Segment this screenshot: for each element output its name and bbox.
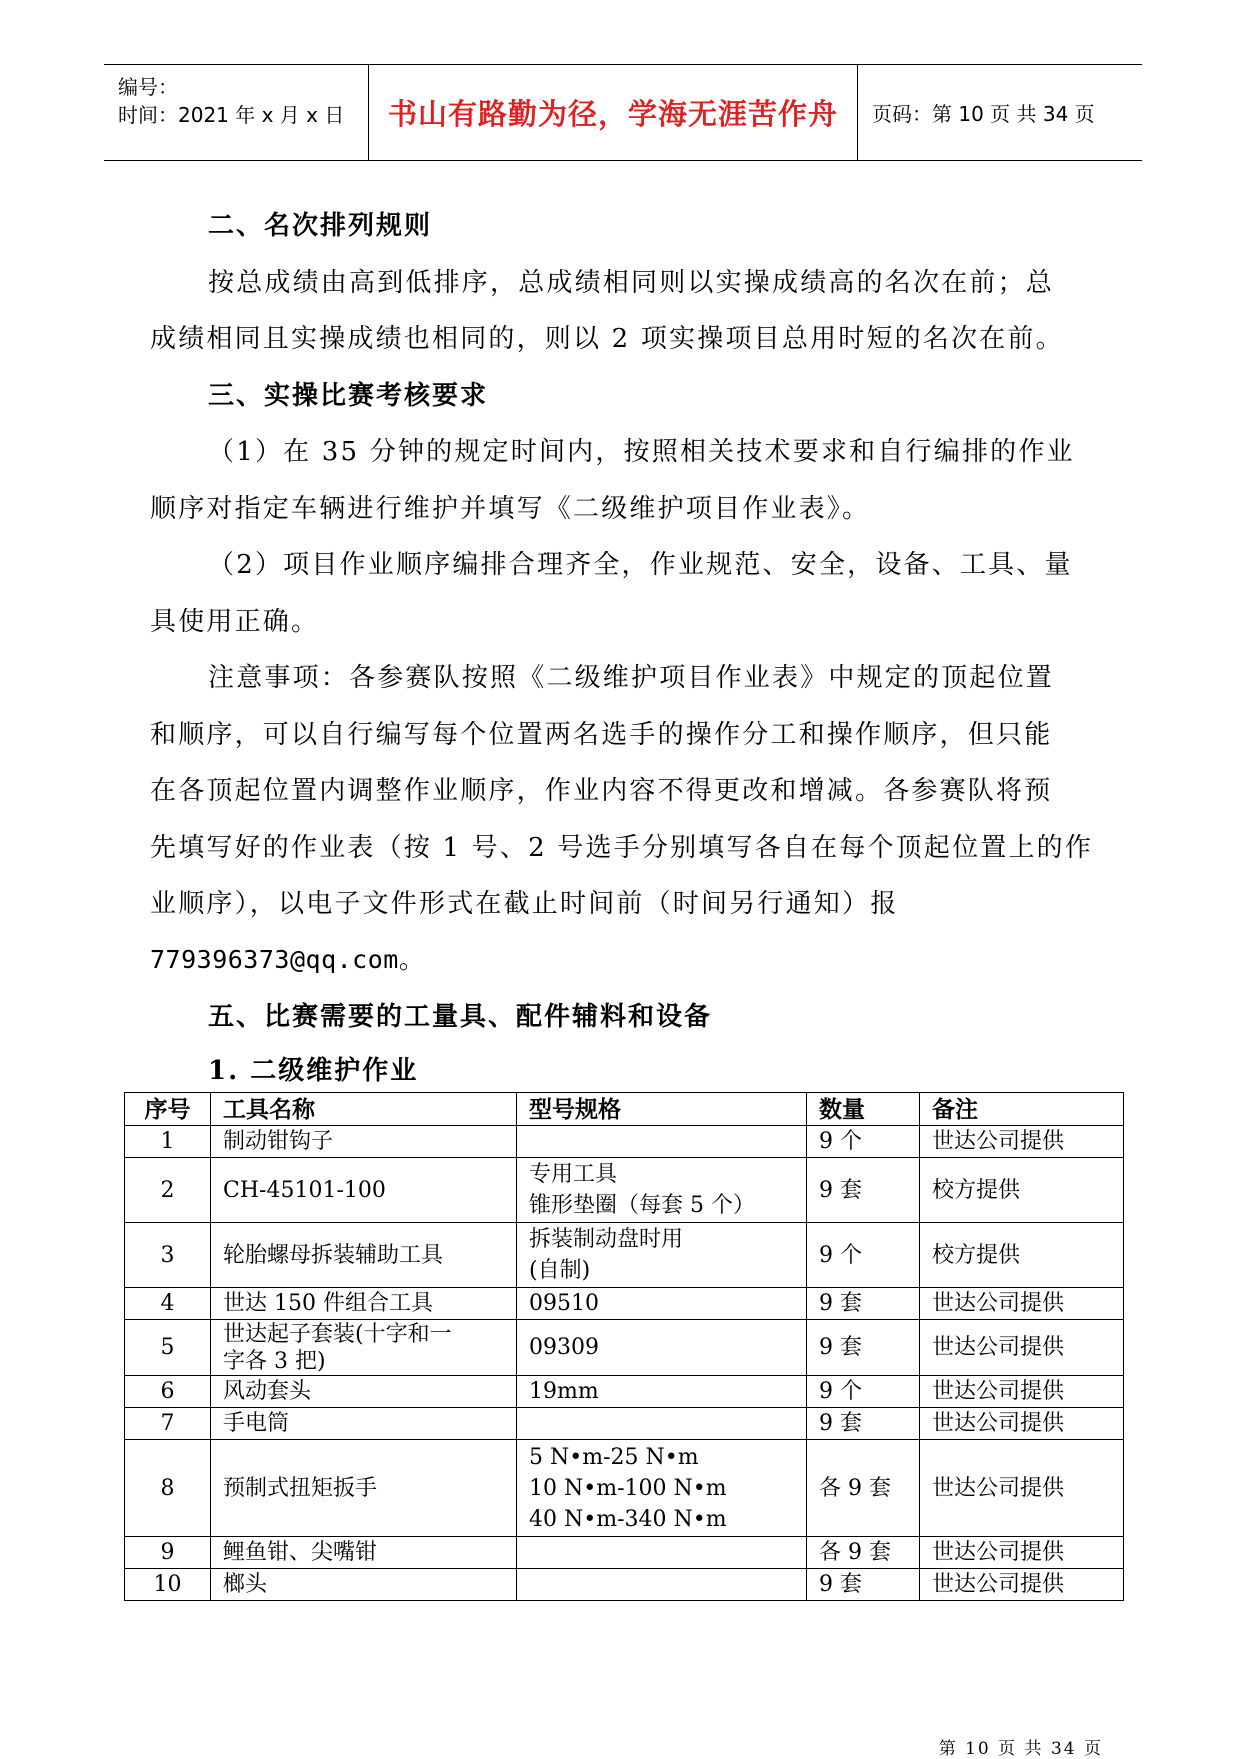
col-header-no: 序号 xyxy=(125,1093,211,1126)
cell-no: 10 xyxy=(125,1569,211,1601)
section-heading-2: 二、名次排列规则 xyxy=(208,211,433,241)
table-row xyxy=(125,1223,1124,1288)
number-label: 编号： xyxy=(118,75,178,99)
cell-note: 世达公司提供 xyxy=(920,1376,1124,1408)
tools-table xyxy=(124,1092,1124,1601)
cell-qty: 各 9 套 xyxy=(807,1440,920,1537)
page-footer: 第 10 页 共 34 页 xyxy=(938,1739,1103,1759)
cell-spec: 09309 xyxy=(517,1320,807,1376)
cell-spec xyxy=(517,1537,807,1569)
cell-no: 3 xyxy=(125,1223,211,1288)
cell-note: 世达公司提供 xyxy=(920,1569,1124,1601)
cell-spec xyxy=(517,1569,807,1601)
cell-spec: 09510 xyxy=(517,1288,807,1320)
email-text: 779396373@qq.com。 xyxy=(150,945,425,974)
cell-tool-name: 世达 150 件组合工具 xyxy=(211,1288,517,1320)
paragraph-line: 注意事项：各参赛队按照《二级维护项目作业表》中规定的顶起位置 xyxy=(208,663,1055,693)
time-label: 时间：2021 年 x 月 x 日 xyxy=(118,103,345,127)
cell-tool-name: 鲤鱼钳、尖嘴钳 xyxy=(211,1537,517,1569)
cell-spec: 19mm xyxy=(517,1376,807,1408)
cell-no: 6 xyxy=(125,1376,211,1408)
table-row xyxy=(125,1158,1124,1223)
paragraph-line: 业顺序），以电子文件形式在截止时间前（时间另行通知）报 xyxy=(150,889,899,919)
paragraph-line: 成绩相同且实操成绩也相同的，则以 2 项实操项目总用时短的名次在前。 xyxy=(150,324,1064,354)
cell-qty: 9 个 xyxy=(807,1126,920,1158)
cell-note: 世达公司提供 xyxy=(920,1537,1124,1569)
cell-spec: 拆装制动盘时用 (自制) xyxy=(517,1223,807,1288)
table-row xyxy=(125,1408,1124,1440)
header-motto-cell xyxy=(368,65,858,160)
paragraph-line: 和顺序，可以自行编写每个位置两名选手的操作分工和操作顺序，但只能 xyxy=(150,720,1053,750)
cell-qty: 9 套 xyxy=(807,1569,920,1601)
cell-spec xyxy=(517,1408,807,1440)
table-header-row xyxy=(125,1093,1124,1126)
cell-tool-name: 制动钳钩子 xyxy=(211,1126,517,1158)
header-motto: 书山有路勤为径，学海无涯苦作舟 xyxy=(387,97,838,131)
cell-note: 校方提供 xyxy=(920,1158,1124,1223)
cell-note: 世达公司提供 xyxy=(920,1288,1124,1320)
section-heading-3: 三、实操比赛考核要求 xyxy=(208,381,489,411)
cell-no: 7 xyxy=(125,1408,211,1440)
page-header xyxy=(104,64,1142,161)
cell-no: 2 xyxy=(125,1158,211,1223)
cell-spec: 5 N•m-25 N•m 10 N•m-100 N•m 40 N•m-340 N•m xyxy=(517,1440,807,1537)
cell-no: 9 xyxy=(125,1537,211,1569)
paragraph-line: 顺序对指定车辆进行维护并填写《二级维护项目作业表》。 xyxy=(150,494,871,524)
subsection-heading: 1. 二级维护作业 xyxy=(208,1056,419,1086)
table-row xyxy=(125,1537,1124,1569)
table-row xyxy=(125,1126,1124,1158)
cell-spec xyxy=(517,1126,807,1158)
cell-qty: 9 套 xyxy=(807,1408,920,1440)
paragraph-line: 在各顶起位置内调整作业顺序，作业内容不得更改和增减。各参赛队将预 xyxy=(150,776,1053,806)
paragraph-line: 按总成绩由高到低排序，总成绩相同则以实操成绩高的名次在前；总 xyxy=(208,268,1055,298)
col-header-spec: 型号规格 xyxy=(517,1093,807,1126)
cell-no: 1 xyxy=(125,1126,211,1158)
col-header-note: 备注 xyxy=(920,1093,1124,1126)
paragraph-line: 先填写好的作业表（按 1 号、2 号选手分别填写各自在每个顶起位置上的作 xyxy=(150,833,1094,863)
paragraph-line: （2）项目作业顺序编排合理齐全，作业规范、安全，设备、工具、量 xyxy=(208,550,1073,580)
cell-note: 世达公司提供 xyxy=(920,1440,1124,1537)
table-row xyxy=(125,1376,1124,1408)
cell-tool-name: CH-45101-100 xyxy=(211,1158,517,1223)
paragraph-line: （1）在 35 分钟的规定时间内，按照相关技术要求和自行编排的作业 xyxy=(208,437,1075,467)
col-header-name: 工具名称 xyxy=(211,1093,517,1126)
cell-no: 5 xyxy=(125,1320,211,1376)
cell-qty: 各 9 套 xyxy=(807,1537,920,1569)
cell-tool-name: 轮胎螺母拆装辅助工具 xyxy=(211,1223,517,1288)
header-meta xyxy=(104,65,368,160)
cell-tool-name: 预制式扭矩扳手 xyxy=(211,1440,517,1537)
table-row xyxy=(125,1440,1124,1537)
cell-tool-name: 榔头 xyxy=(211,1569,517,1601)
cell-note: 世达公司提供 xyxy=(920,1126,1124,1158)
col-header-qty: 数量 xyxy=(807,1093,920,1126)
cell-qty: 9 个 xyxy=(807,1376,920,1408)
table-row xyxy=(125,1569,1124,1601)
table-row xyxy=(125,1288,1124,1320)
cell-spec: 专用工具 锥形垫圈（每套 5 个） xyxy=(517,1158,807,1223)
header-page-label: 页码：第 10 页 共 34 页 xyxy=(872,102,1095,126)
cell-tool-name: 风动套头 xyxy=(211,1376,517,1408)
cell-tool-name: 手电筒 xyxy=(211,1408,517,1440)
cell-qty: 9 套 xyxy=(807,1288,920,1320)
section-heading-5: 五、比赛需要的工量具、配件辅料和设备 xyxy=(208,1002,713,1032)
paragraph-line: 具使用正确。 xyxy=(150,607,320,637)
cell-note: 校方提供 xyxy=(920,1223,1124,1288)
cell-tool-name: 世达起子套装(十字和一 字各 3 把) xyxy=(211,1320,517,1376)
table-row xyxy=(125,1320,1124,1376)
cell-qty: 9 个 xyxy=(807,1223,920,1288)
cell-note: 世达公司提供 xyxy=(920,1320,1124,1376)
cell-qty: 9 套 xyxy=(807,1320,920,1376)
cell-no: 8 xyxy=(125,1440,211,1537)
cell-qty: 9 套 xyxy=(807,1158,920,1223)
cell-note: 世达公司提供 xyxy=(920,1408,1124,1440)
cell-no: 4 xyxy=(125,1288,211,1320)
